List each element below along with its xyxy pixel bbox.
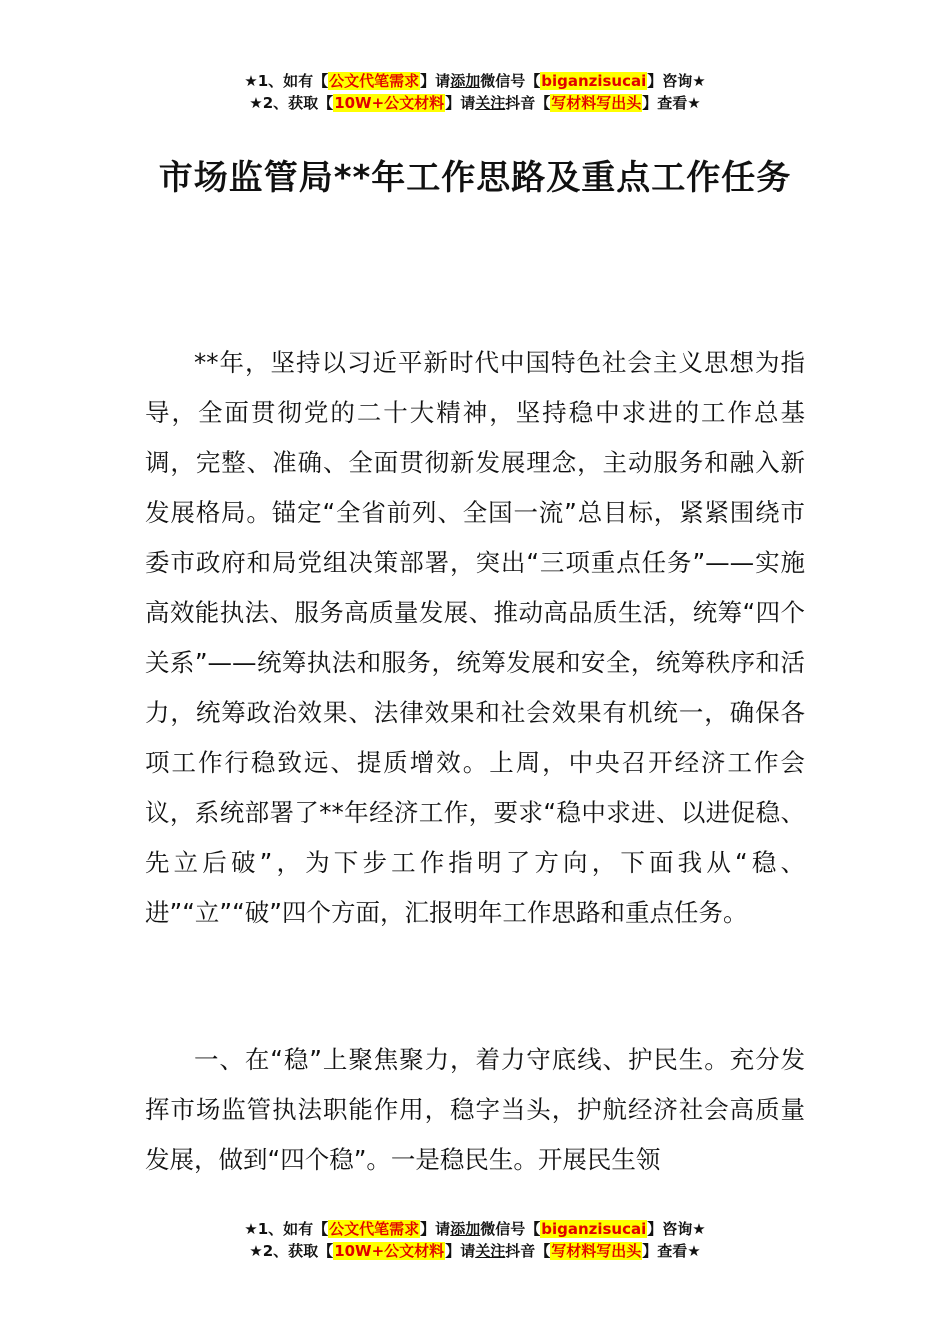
promo-highlight: 写材料写出头	[551, 94, 642, 112]
promo-banner-top	[0, 70, 950, 114]
promo-line-1	[0, 70, 950, 92]
promo-underline: 添加	[450, 72, 481, 90]
promo-highlight: 10W+公文材料	[334, 94, 445, 112]
paragraph-section-1: 一、在“稳”上聚焦聚力，着力守底线、护民生。充分发挥市场监管执法职能作用，稳字当头，护航经济社会高质量发展，做到“四个稳”。一是稳民生。开展民生领	[145, 1045, 805, 1174]
promo-text: ★2、获取【	[249, 1242, 334, 1260]
promo-highlight: biganzisucai	[541, 72, 647, 90]
promo-text: 】请	[445, 94, 476, 112]
promo-underline: 关注	[475, 1242, 506, 1260]
promo-text: ★1、如有【	[244, 72, 329, 90]
promo-underline: 关注	[475, 94, 506, 112]
promo-line-2	[0, 92, 950, 114]
promo-line-1	[0, 1218, 950, 1240]
promo-text: ★1、如有【	[244, 1220, 329, 1238]
promo-text: 微信号【	[480, 1220, 541, 1238]
promo-line-2	[0, 1240, 950, 1262]
promo-highlight: 10W+公文材料	[334, 1242, 445, 1260]
promo-text: 抖音【	[505, 1242, 551, 1260]
promo-highlight: 公文代笔需求	[329, 72, 420, 90]
promo-highlight: 写材料写出头	[551, 1242, 642, 1260]
promo-text: 】查看★	[642, 1242, 701, 1260]
promo-text: 微信号【	[480, 72, 541, 90]
document-title: 市场监管局**年工作思路及重点工作任务	[158, 158, 792, 198]
promo-text: 】咨询★	[647, 1220, 706, 1238]
promo-text: 】查看★	[642, 94, 701, 112]
promo-highlight: 公文代笔需求	[329, 1220, 420, 1238]
promo-text: 】请	[420, 1220, 451, 1238]
promo-text: 】请	[445, 1242, 476, 1260]
promo-underline: 添加	[450, 1220, 481, 1238]
promo-text: 抖音【	[505, 94, 551, 112]
promo-text: 】咨询★	[647, 72, 706, 90]
paragraph-intro: **年，坚持以习近平新时代中国特色社会主义思想为指导，全面贯彻党的二十大精神，坚持稳中求进的工作总基调，完整、准确、全面贯彻新发展理念，主动服务和融入新发展格局。锚定“全省前列、全国一流”总目标，紧紧围绕市委市政府和局党组决策部署，突出“三项重点任务”——实施高效能执法、服务高质量发展、推动高品质生活，统筹“四个关系”——统筹执法和服务，统筹发展和安全，统筹秩序和活力，统筹政治效果、法律效果和社会效果有机统一，确保各项工作行稳致远、提质增效。上周，中央召开经济工作会议，系统部署了**年经济工作，要求“稳中求进、以进促稳、先立后破”，为下步工作指明了方向，下面我从“稳、进”“立”“破”四个方面，汇报明年工作思路和重点任务。	[145, 348, 805, 927]
promo-text: ★2、获取【	[249, 94, 334, 112]
promo-text: 】请	[420, 72, 451, 90]
promo-highlight: biganzisucai	[541, 1220, 647, 1238]
promo-banner-bottom	[0, 1218, 950, 1262]
